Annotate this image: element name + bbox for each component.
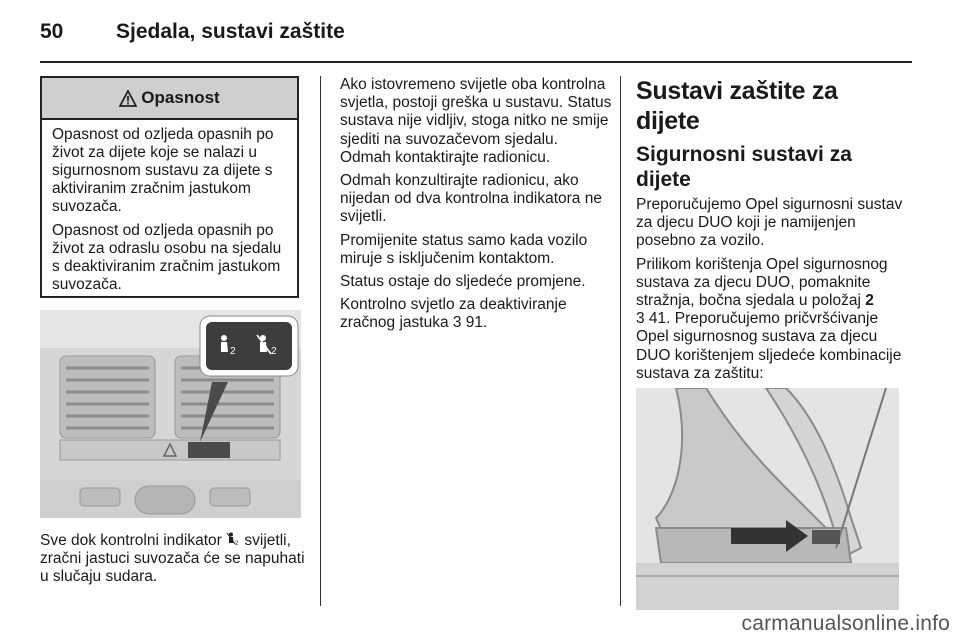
section-heading: Sustavi zaštite za dijete: [636, 77, 838, 135]
danger-paragraph: Opasnost od ozljeda opasnih po život za dijete koje se nalazi u sigurnosnom sustavu za dijete s aktiviranim zračnim jastukom suvozača.: [52, 126, 274, 215]
para-text: Prilikom korištenja Opel sigurnosnog sustava za djecu DUO, pomaknite stražnja, bočna sjedala u položaj: [636, 255, 888, 310]
indicator-caption: [40, 532, 310, 587]
danger-box: [40, 76, 299, 298]
warning-triangle-icon: [119, 90, 137, 107]
body-paragraph: Promijenite status samo kada vozilo miruje s isključenim kontaktom.: [340, 231, 588, 267]
page-ref-arrow: 3: [636, 310, 645, 328]
ref-text: Kontrolno svjetlo za deaktiviranje zračnog jastuka: [340, 296, 567, 332]
danger-paragraph: Opasnost od ozljeda opasnih po život za odraslu osobu na sjedalu s deaktiviranim zračnim jastukom suvozača.: [52, 222, 282, 293]
page-ref-arrow: 3: [452, 314, 462, 332]
section-subheading: Sigurnosni sustavi za dijete: [636, 143, 852, 191]
danger-body: [42, 120, 297, 294]
body-paragraph: Preporučujemo Opel sigurnosni sustav za djecu DUO koji je namijenjen posebno za vozilo.: [636, 196, 903, 250]
page-number: 50: [40, 20, 64, 43]
airbag-off-indicator-icon: [254, 332, 284, 360]
caption-text: svijetli, zračni jastuci suvozača će se napuhati u slučaju sudara.: [40, 532, 305, 586]
column-right: [636, 76, 906, 407]
svg-text:2: 2: [235, 541, 239, 546]
position-number: 2: [865, 292, 874, 310]
isofix-seat-photo: [636, 388, 899, 610]
svg-text:2: 2: [271, 346, 277, 357]
body-paragraph: [636, 256, 906, 383]
danger-header: [42, 78, 297, 120]
header-divider: [40, 61, 912, 63]
ref-page: 91.: [461, 314, 488, 332]
para-text: 41. Preporučujemo pričvršćivanje Opel sigurnosnog sustava za djecu DUO korištenjem sljedeće kombinacije sustava za zaštitu:: [636, 310, 902, 382]
caption-text: Sve dok kontrolni indikator: [40, 532, 227, 549]
airbag-off-indicator-icon: [226, 532, 240, 546]
body-paragraph: Status ostaje do sljedeće promjene.: [340, 273, 586, 291]
column-divider: [620, 76, 621, 606]
danger-title: Opasnost: [141, 88, 220, 107]
body-paragraph: Odmah konzultirajte radionicu, ako nijedan od dva kontrolna indikatora ne svijetli.: [340, 172, 602, 226]
airbag-indicator-icon: [215, 332, 243, 360]
body-paragraph: Ako istovremeno svijetle oba kontrolna svjetla, postoji greška u sustavu. Status sustava nije vidljiv, stoga nitko ne smije sjediti na suvozačevom sjedalu. Odmah kontaktirajte radionicu.: [340, 76, 612, 166]
page-title: Sjedala, sustavi zaštite: [116, 20, 345, 43]
body-paragraph-ref: [340, 296, 612, 332]
svg-text:2: 2: [230, 346, 236, 357]
column-divider: [320, 76, 321, 606]
dashboard-indicator-photo: [40, 310, 301, 518]
column-middle: [340, 76, 612, 338]
watermark-text: carmanualsonline.info: [741, 612, 950, 635]
